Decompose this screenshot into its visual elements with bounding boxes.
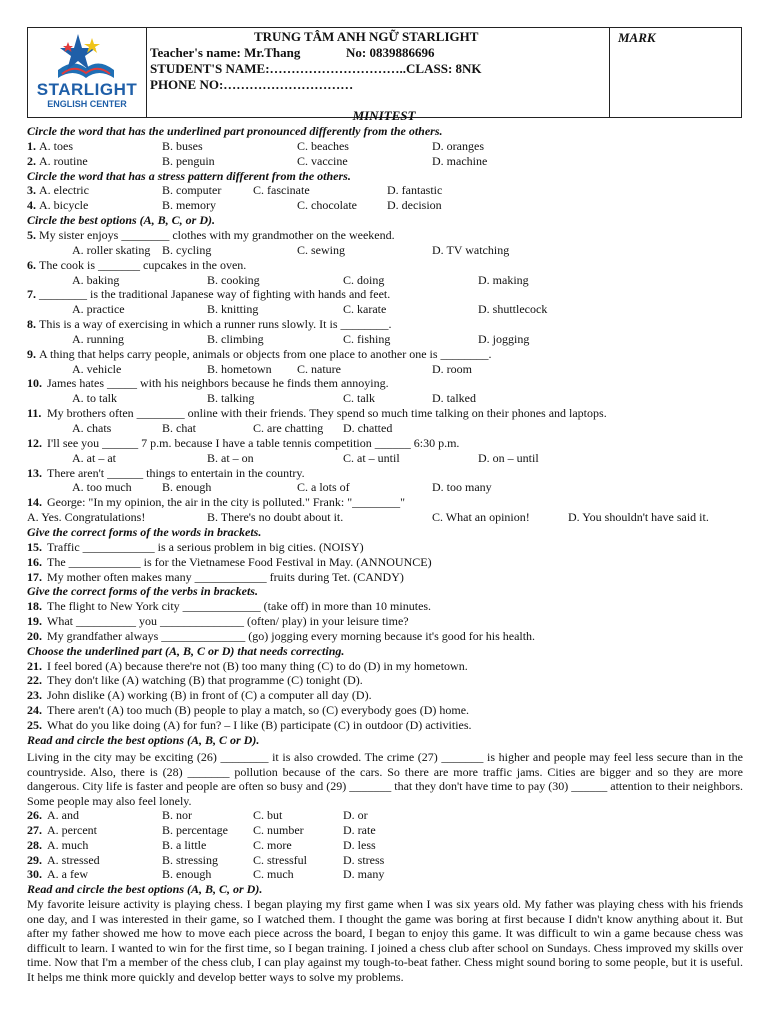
answer-option[interactable]: C. at – until: [343, 450, 400, 465]
question-number: 17.: [27, 569, 42, 584]
question-stem: [27, 673, 743, 688]
answer-option[interactable]: B. percentage: [162, 822, 228, 837]
answer-option[interactable]: C. a lots of: [297, 480, 350, 495]
center-name: TRUNG TÂM ANH NGỮ STARLIGHT: [254, 29, 479, 44]
question-text: A thing that helps carry people, animals or objects from one place to another one is ________.: [39, 346, 492, 361]
answer-option[interactable]: B. computer: [162, 183, 222, 198]
question-text: John dislike (A) working (B) in front of (C) a computer all day (D).: [47, 688, 372, 703]
question-number: 7.: [27, 287, 36, 302]
question-stem: [27, 228, 743, 243]
section-instruction: [27, 882, 743, 897]
answer-option[interactable]: B. at – on: [207, 450, 254, 465]
options-row: [27, 362, 743, 377]
question-number: 24.: [27, 703, 42, 718]
question-number: 5.: [27, 227, 36, 242]
instruction-text: Read and circle the best options (A, B, C or D).: [27, 732, 260, 747]
answer-option[interactable]: A. at – at: [72, 450, 116, 465]
answer-option[interactable]: A. electric: [39, 183, 89, 198]
question-number: 1.: [27, 138, 36, 153]
answer-option[interactable]: D. too many: [432, 480, 492, 495]
question-text: The cook is _______ cupcakes in the oven.: [39, 257, 247, 272]
answer-option[interactable]: C. nature: [297, 361, 341, 376]
teacher-name: Teacher's name: Mr.Thang: [150, 45, 301, 60]
question-row: [27, 853, 743, 868]
answer-option[interactable]: A. chats: [72, 421, 112, 435]
answer-option[interactable]: A. bicycle: [39, 198, 89, 213]
question-stem: [27, 540, 743, 555]
question-stem: [27, 614, 743, 629]
answer-option[interactable]: B. climbing: [207, 331, 264, 346]
passage-chess: My favorite leisure activity is playing chess. I began playing my first game when I was six years old. My father was playing chess with his friends one day, and I was interested in their game, so I watched them. I thought the game was boring at first because I didn't know anything about it. But after my father showed me how to move each piece across the board, I began to enjoy this game. It was difficult to win a game because chess was difficult to learn. I wanted to win for the first time, so I began training. I joined a chess club after school on Sundays. Chess improved my skills over time. Now that I'm a member of the chess club, I can play against my tough-to-beat father. Chess might sound boring to some people, but it is useful. It helps me think more quickly and develop better ways to solve my problems.: [27, 897, 743, 984]
instruction-text: Circle the word that has the underlined part pronounced differently from the others.: [27, 124, 443, 138]
answer-option[interactable]: A. vehicle: [72, 361, 122, 376]
answer-option[interactable]: D. or: [343, 808, 368, 822]
answer-option[interactable]: D. TV watching: [432, 242, 510, 257]
instruction-text: Give the correct forms of the words in brackets.: [27, 524, 262, 539]
question-number: 28.: [27, 837, 42, 852]
options-row: [27, 302, 743, 317]
question-text: James hates _____ with his neighbors because he finds them annoying.: [47, 376, 389, 391]
question-number: 4.: [27, 198, 36, 213]
answer-option[interactable]: C. more: [253, 837, 292, 852]
question-stem: [27, 466, 743, 481]
answer-option[interactable]: C. sewing: [297, 242, 345, 257]
instruction-text: Choose the underlined part (A, B, C or D) that needs correcting.: [27, 643, 345, 658]
options-row: [27, 391, 743, 406]
answer-option[interactable]: B. knitting: [207, 302, 259, 317]
question-stem: [27, 495, 743, 510]
answer-option[interactable]: D. fantastic: [387, 183, 443, 198]
question-number: 19.: [27, 614, 42, 629]
question-number: 20.: [27, 628, 42, 643]
answer-option[interactable]: D. shuttlecock: [478, 302, 548, 317]
question-number: 29.: [27, 852, 42, 867]
question-text: The ____________ is for the Vietnamese Food Festival in May. (ANNOUNCE): [47, 554, 432, 569]
question-stem: [27, 436, 743, 451]
instruction-text: Give the correct forms of the verbs in brackets.: [27, 584, 258, 599]
answer-option[interactable]: C. What an opinion!: [432, 510, 530, 525]
answer-option[interactable]: D. rate: [343, 822, 376, 837]
question-stem: [27, 555, 743, 570]
answer-option[interactable]: A. too much: [72, 480, 132, 495]
question-row: [27, 823, 743, 838]
question-text: They don't like (A) watching (B) that programme (C) tonight (D).: [47, 673, 363, 688]
instruction-text: Circle the best options (A, B, C, or D).: [27, 213, 216, 228]
answer-option[interactable]: D. decision: [387, 198, 442, 213]
answer-option[interactable]: A. toes: [39, 138, 73, 153]
passage-city-life: Living in the city may be exciting (26) ________ it is also crowded. The crime (27) _______ is higher and people may feel less secure than in the countryside. Also, there is (28) _______ pollution because of the cars. So there are more traffic jams. Cities are bigger and so they are more dangerous. City life is faster and people are often so busy and (29) _______ that they don't have time to pay (30) ______ attention to their neighbors. Some people may also feel lonely.: [27, 750, 743, 808]
answer-option[interactable]: A. percent: [47, 822, 97, 837]
question-row: [27, 198, 743, 213]
question-text: I feel bored (A) because there're not (B) too many thing (C) to do (D) in my hometown.: [47, 658, 468, 673]
question-text: What do you like doing (A) for fun? – I like (B) participate (C) in outdoor (D) activities.: [47, 718, 472, 732]
answer-option[interactable]: D. jogging: [478, 331, 530, 346]
answer-option[interactable]: C. are chatting: [253, 421, 324, 435]
question-text: George: "In my opinion, the air in the city is polluted." Frank: "________": [47, 495, 405, 510]
question-row: [27, 808, 743, 823]
question-number: 10.: [27, 376, 42, 391]
answer-option[interactable]: B. memory: [162, 198, 216, 213]
answer-option[interactable]: C. chocolate: [297, 198, 357, 213]
question-text: My sister enjoys ________ clothes with my grandmother on the weekend.: [39, 227, 395, 242]
question-text: There aren't ______ things to entertain in the country.: [47, 465, 305, 480]
question-text: My brothers often ________ online with their friends. They spend so much time talking on their phones and laptops.: [47, 406, 607, 421]
answer-option[interactable]: A. routine: [39, 153, 88, 168]
answer-option[interactable]: D. chatted: [343, 421, 393, 435]
question-stem: [27, 703, 743, 718]
question-row: [27, 139, 743, 154]
answer-option[interactable]: D. talked: [432, 391, 476, 406]
question-stem: [27, 287, 743, 302]
options-row: [27, 451, 743, 466]
question-row: [27, 838, 743, 853]
answer-option[interactable]: C. stressful: [253, 852, 307, 867]
question-stem: [27, 258, 743, 273]
answer-option[interactable]: B. enough: [162, 867, 212, 882]
answer-option[interactable]: B. enough: [162, 480, 212, 495]
header-table: [27, 27, 742, 118]
answer-option[interactable]: C. much: [253, 867, 294, 882]
answer-option[interactable]: B. chat: [162, 421, 196, 435]
answer-option[interactable]: B. cycling: [162, 242, 212, 257]
answer-option[interactable]: C. number: [253, 822, 304, 837]
answer-option[interactable]: A. running: [72, 331, 124, 346]
question-stem: [27, 376, 743, 391]
question-number: 16.: [27, 554, 42, 569]
answer-option[interactable]: A. stressed: [47, 852, 100, 867]
question-number: 2.: [27, 153, 36, 168]
question-text: Traffic ____________ is a serious problem in big cities. (NOISY): [47, 539, 364, 554]
question-number: 9.: [27, 346, 36, 361]
question-number: 8.: [27, 317, 36, 332]
question-stem: [27, 317, 743, 332]
info-cell: [147, 28, 609, 117]
section-instruction: [27, 213, 743, 228]
section-instruction: [27, 644, 743, 659]
answer-option[interactable]: A. to talk: [72, 391, 117, 406]
answer-option[interactable]: D. machine: [432, 153, 488, 168]
question-stem: [27, 629, 743, 644]
question-number: 27.: [27, 822, 42, 837]
question-text: My grandfather always ______________ (go) jogging every morning because it's good for his health.: [47, 628, 536, 643]
question-text: What __________ you ______________ (often/ play) in your leisure time?: [47, 614, 409, 629]
question-stem: [27, 347, 743, 362]
answer-option[interactable]: B. nor: [162, 808, 192, 822]
logo-name: STARLIGHT: [36, 80, 138, 99]
answer-option[interactable]: A. a few: [47, 867, 88, 882]
answer-option[interactable]: B. stressing: [162, 852, 219, 867]
question-text: There aren't (A) too much (B) people to play a match, so (C) everybody goes (D) home.: [47, 703, 470, 718]
answer-option[interactable]: C. fascinate: [253, 183, 310, 198]
question-stem: [27, 659, 743, 674]
question-stem: [27, 599, 743, 614]
student-name-line: STUDENT'S NAME:…………………………..CLASS: 8NK: [150, 61, 482, 76]
instruction-text: Circle the word that has a stress pattern different from the others.: [27, 168, 351, 183]
question-number: 3.: [27, 183, 36, 198]
answer-option[interactable]: B. a little: [162, 837, 207, 852]
question-number: 11.: [27, 406, 42, 421]
options-row: [27, 480, 743, 495]
answer-option[interactable]: C. beaches: [297, 138, 349, 153]
question-number: 30.: [27, 867, 42, 882]
question-stem: [27, 718, 743, 733]
question-row: [27, 154, 743, 169]
teacher-phone: No: 0839886696: [346, 45, 435, 60]
section-instruction: [27, 584, 743, 599]
answer-option[interactable]: D. You shouldn't have said it.: [568, 510, 709, 525]
mark-cell: [609, 28, 742, 117]
question-text: This is a way of exercising in which a runner runs slowly. It is ________.: [39, 317, 392, 332]
question-number: 23.: [27, 688, 42, 703]
options-row: [27, 243, 743, 258]
section-instruction: [27, 169, 743, 184]
answer-option[interactable]: B. talking: [207, 391, 255, 406]
answer-option[interactable]: B. buses: [162, 138, 203, 153]
question-number: 21.: [27, 658, 42, 673]
answer-option[interactable]: A. practice: [72, 302, 125, 317]
answer-option[interactable]: D. less: [343, 837, 376, 852]
answer-option[interactable]: C. vaccine: [297, 153, 348, 168]
question-text: The flight to New York city _____________ (take off) in more than 10 minutes.: [47, 599, 432, 614]
question-number: 6.: [27, 257, 36, 272]
question-number: 26.: [27, 808, 42, 822]
instruction-text: Read and circle the best options (A, B, C, or D).: [27, 882, 263, 897]
question-stem: [27, 570, 743, 585]
question-number: 25.: [27, 718, 42, 732]
answer-option[interactable]: A. baking: [72, 272, 120, 287]
answer-option[interactable]: B. penguin: [162, 153, 215, 168]
question-stem: [27, 688, 743, 703]
answer-option[interactable]: D. many: [343, 867, 385, 882]
answer-option[interactable]: D. on – until: [478, 450, 539, 465]
mark-label: MARK: [618, 30, 656, 45]
options-row: [27, 421, 743, 436]
phone-line: PHONE NO:…………………………: [150, 77, 354, 92]
logo-cell: [28, 28, 147, 117]
options-row: [27, 273, 743, 288]
answer-option[interactable]: A. much: [47, 837, 89, 852]
answer-option[interactable]: D. oranges: [432, 138, 484, 153]
options-row: [27, 332, 743, 347]
question-number: 22.: [27, 673, 42, 688]
answer-option[interactable]: C. karate: [343, 302, 387, 317]
question-number: 12.: [27, 435, 42, 450]
answer-option[interactable]: C. fishing: [343, 331, 391, 346]
question-number: 18.: [27, 599, 42, 614]
answer-option[interactable]: B. hometown: [207, 361, 272, 376]
test-title: MINITEST: [352, 108, 416, 123]
answer-option[interactable]: A. roller skating: [72, 242, 151, 257]
question-row: [27, 867, 743, 882]
answer-option[interactable]: D. making: [478, 272, 529, 287]
answer-option[interactable]: C. talk: [343, 391, 375, 406]
question-text: ________ is the traditional Japanese way of fighting with hands and feet.: [39, 287, 391, 302]
options-row: [27, 510, 743, 525]
section-instruction: [27, 124, 743, 139]
question-number: 13.: [27, 465, 42, 480]
section-instruction: [27, 733, 743, 748]
question-number: 15.: [27, 539, 42, 554]
question-row: [27, 183, 743, 198]
answer-option[interactable]: B. cooking: [207, 272, 260, 287]
logo-subtitle: ENGLISH CENTER: [47, 99, 127, 109]
answer-option[interactable]: D. stress: [343, 852, 385, 867]
answer-option[interactable]: D. room: [432, 361, 472, 376]
question-number: 14.: [27, 495, 42, 510]
answer-option[interactable]: C. doing: [343, 272, 385, 287]
answer-option[interactable]: A. Yes. Congratulations!: [27, 510, 146, 525]
section-instruction: [27, 525, 743, 540]
question-stem: [27, 406, 743, 421]
answer-option[interactable]: B. There's no doubt about it.: [207, 510, 344, 525]
question-text: My mother often makes many ____________ fruits during Tet. (CANDY): [47, 569, 404, 584]
answer-option[interactable]: A. and: [47, 808, 79, 822]
question-text: I'll see you ______ 7 p.m. because I have a table tennis competition ______ 6:30 p.m.: [47, 435, 460, 450]
answer-option[interactable]: C. but: [253, 808, 283, 822]
